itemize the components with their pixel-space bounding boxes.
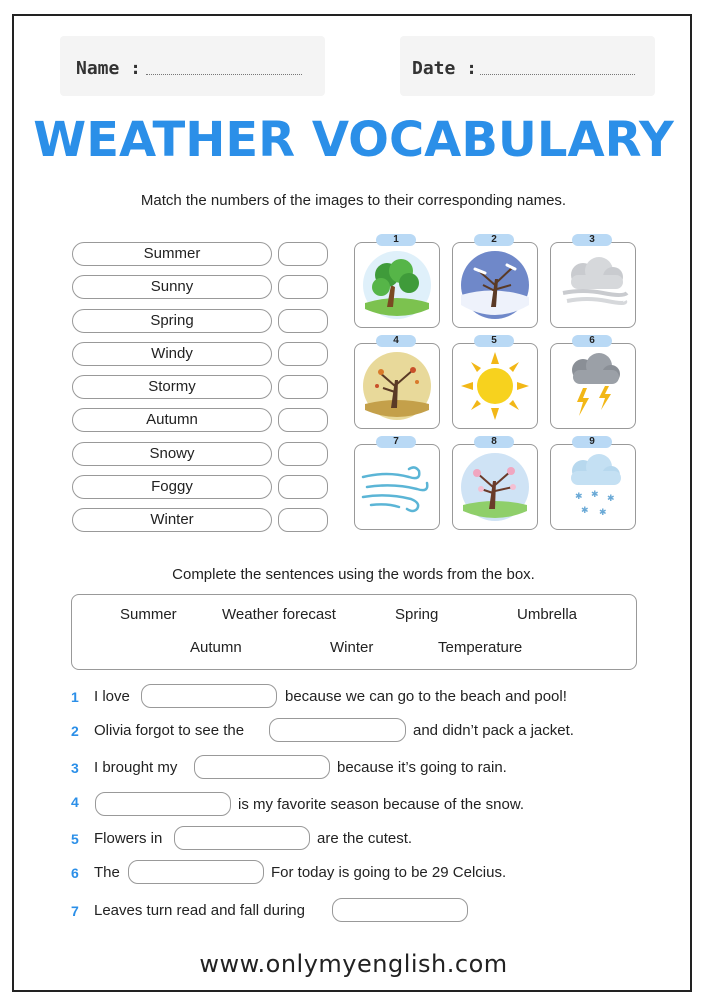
date-field[interactable] (480, 74, 635, 75)
image-number-6: 6 (572, 335, 612, 347)
storm-cloud-icon (553, 346, 633, 426)
svg-text:✱: ✱ (607, 494, 615, 504)
answer-box-8[interactable] (278, 475, 328, 499)
sentence-text-after: because it’s going to rain. (337, 759, 507, 776)
image-card-6 (550, 343, 636, 429)
image-card-1 (354, 242, 440, 328)
sentence-text-after: and didn’t pack a jacket. (413, 722, 574, 739)
sentence-text-before: I brought my (94, 759, 178, 776)
word-pill-sunny: Sunny (72, 275, 272, 299)
image-number-4: 4 (376, 335, 416, 347)
website-url[interactable]: www.onlymyenglish.com (199, 950, 508, 978)
word-box-umbrella: Umbrella (517, 606, 578, 623)
summer-tree-icon (357, 245, 437, 325)
word-box-winter: Winter (330, 639, 374, 656)
word-pill-windy: Windy (72, 342, 272, 366)
winter-tree-icon (455, 245, 535, 325)
answer-box-2[interactable] (278, 275, 328, 299)
word-box-summer: Summer (120, 606, 177, 623)
image-number-9: 9 (572, 436, 612, 448)
sentence-blank-4[interactable] (95, 792, 231, 816)
image-card-4 (354, 343, 440, 429)
image-card-2 (452, 242, 538, 328)
sentence-text-after: For today is going to be 29 Celcius. (271, 864, 507, 881)
image-number-7: 7 (376, 436, 416, 448)
sentence-number: 3 (71, 760, 79, 776)
sentence-text-after: are the cutest. (317, 830, 413, 847)
sentence-blank-2[interactable] (269, 718, 406, 742)
spring-tree-icon (455, 447, 535, 527)
sentence-blank-1[interactable] (141, 684, 277, 708)
match-instruction: Match the numbers of the images to their corresponding names. (140, 192, 567, 209)
sentence-text-before: Flowers in (94, 830, 163, 847)
image-number-2: 2 (474, 234, 514, 246)
sentence-number: 1 (71, 689, 79, 705)
sentence-text-before: Olivia forgot to see the (94, 722, 245, 739)
answer-box-4[interactable] (278, 342, 328, 366)
answer-box-3[interactable] (278, 309, 328, 333)
svg-text:✱: ✱ (581, 506, 589, 516)
word-pill-snowy: Snowy (72, 442, 272, 466)
word-box-temperature: Temperature (438, 639, 523, 656)
word-box-weather-forecast: Weather forecast (222, 606, 336, 623)
image-number-3: 3 (572, 234, 612, 246)
answer-box-6[interactable] (278, 408, 328, 432)
sentence-text-before: The (94, 864, 120, 881)
word-pill-autumn: Autumn (72, 408, 272, 432)
sentence-text-before: I love (94, 688, 130, 705)
wind-icon (357, 447, 437, 527)
sentence-blank-6[interactable] (128, 860, 264, 884)
sentence-number: 6 (71, 865, 79, 881)
sentence-blank-5[interactable] (174, 826, 310, 850)
sentence-text-after: is my favorite season because of the snow. (238, 796, 524, 813)
name-field[interactable] (146, 74, 302, 75)
sentence-number: 2 (71, 723, 79, 739)
sentence-number: 7 (71, 903, 79, 919)
word-pill-winter: Winter (72, 508, 272, 532)
image-card-5 (452, 343, 538, 429)
sentence-number: 5 (71, 831, 79, 847)
sentences-instruction: Complete the sentences using the words from the box. (172, 566, 535, 583)
name-label: Name : (76, 58, 142, 79)
image-card-9 (550, 444, 636, 530)
date-label: Date : (412, 58, 478, 79)
word-box-autumn: Autumn (190, 639, 242, 656)
svg-text:✱: ✱ (575, 492, 583, 502)
page-title: WEATHER VOCABULARY (33, 112, 674, 168)
answer-box-1[interactable] (278, 242, 328, 266)
word-pill-summer: Summer (72, 242, 272, 266)
answer-box-7[interactable] (278, 442, 328, 466)
word-box-spring: Spring (395, 606, 439, 623)
answer-box-5[interactable] (278, 375, 328, 399)
sentence-text-before: Leaves turn read and fall during (94, 902, 305, 919)
sentence-number: 4 (71, 794, 79, 810)
autumn-tree-icon (357, 346, 437, 426)
image-card-3 (550, 242, 636, 328)
sentence-blank-3[interactable] (194, 755, 330, 779)
sentence-blank-7[interactable] (332, 898, 468, 922)
word-pill-stormy: Stormy (72, 375, 272, 399)
image-card-8 (452, 444, 538, 530)
svg-text:✱: ✱ (599, 508, 607, 518)
image-number-8: 8 (474, 436, 514, 448)
snow-cloud-icon (553, 447, 633, 527)
word-pill-spring: Spring (72, 309, 272, 333)
sentence-text-after: because we can go to the beach and pool! (285, 688, 567, 705)
image-number-5: 5 (474, 335, 514, 347)
image-card-7 (354, 444, 440, 530)
fog-clouds-icon (553, 245, 633, 325)
sun-icon (455, 346, 535, 426)
svg-text:✱: ✱ (591, 490, 599, 500)
image-number-1: 1 (376, 234, 416, 246)
word-pill-foggy: Foggy (72, 475, 272, 499)
answer-box-9[interactable] (278, 508, 328, 532)
